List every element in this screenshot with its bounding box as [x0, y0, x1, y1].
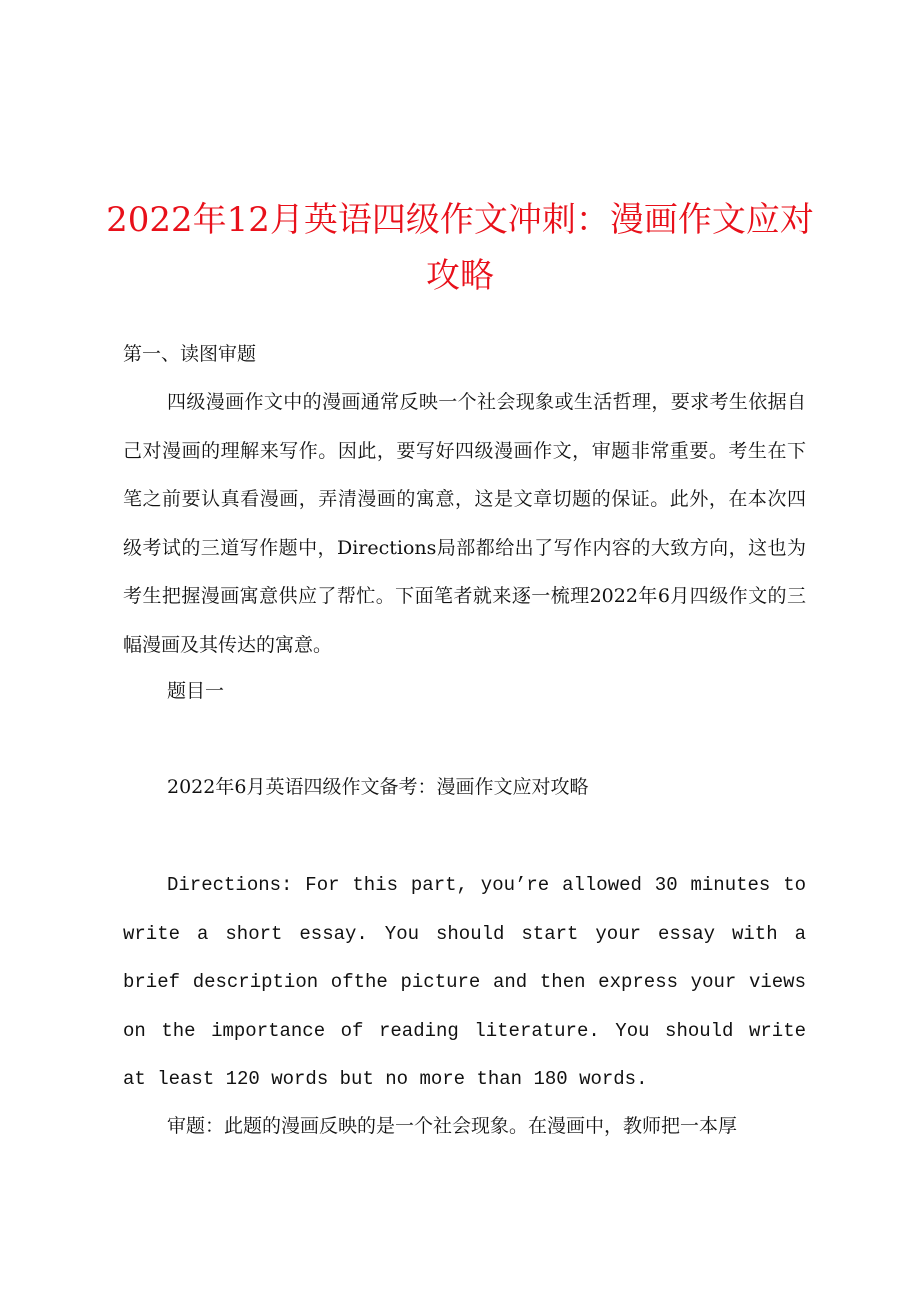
- document-title: 2022年12月英语四级作文冲刺：漫画作文应对攻略: [106, 200, 814, 296]
- section-heading: 第一、读图审题: [123, 343, 257, 365]
- topic-label: 题目一: [167, 680, 225, 702]
- directions-paragraph: Directions: For this part, you’re allowed 30 minutes to write a short essay. You should start your essay with a brief description ofthe picture and then express your views on the importance of reading literature. You should write at least 120 words but no more than 180 words.: [123, 874, 806, 1090]
- subtitle: 2022年6月英语四级作文备考：漫画作文应对攻略: [167, 776, 589, 798]
- analysis-paragraph: 审题：此题的漫画反映的是一个社会现象。在漫画中，教师把一本厚: [167, 1115, 738, 1137]
- intro-paragraph: 四级漫画作文中的漫画通常反映一个社会现象或生活哲理，要求考生依据自己对漫画的理解来写作。因此，要写好四级漫画作文，审题非常重要。考生在下笔之前要认真看漫画，弄清漫画的寓意，这是文章切题的保证。此外，在本次四级考试的三道写作题中，Directions局部都给出了写作内容的大致方向，这也为考生把握漫画寓意供应了帮忙。下面笔者就来逐一梳理2022年6月四级作文的三幅漫画及其传达的寓意。: [123, 391, 806, 656]
